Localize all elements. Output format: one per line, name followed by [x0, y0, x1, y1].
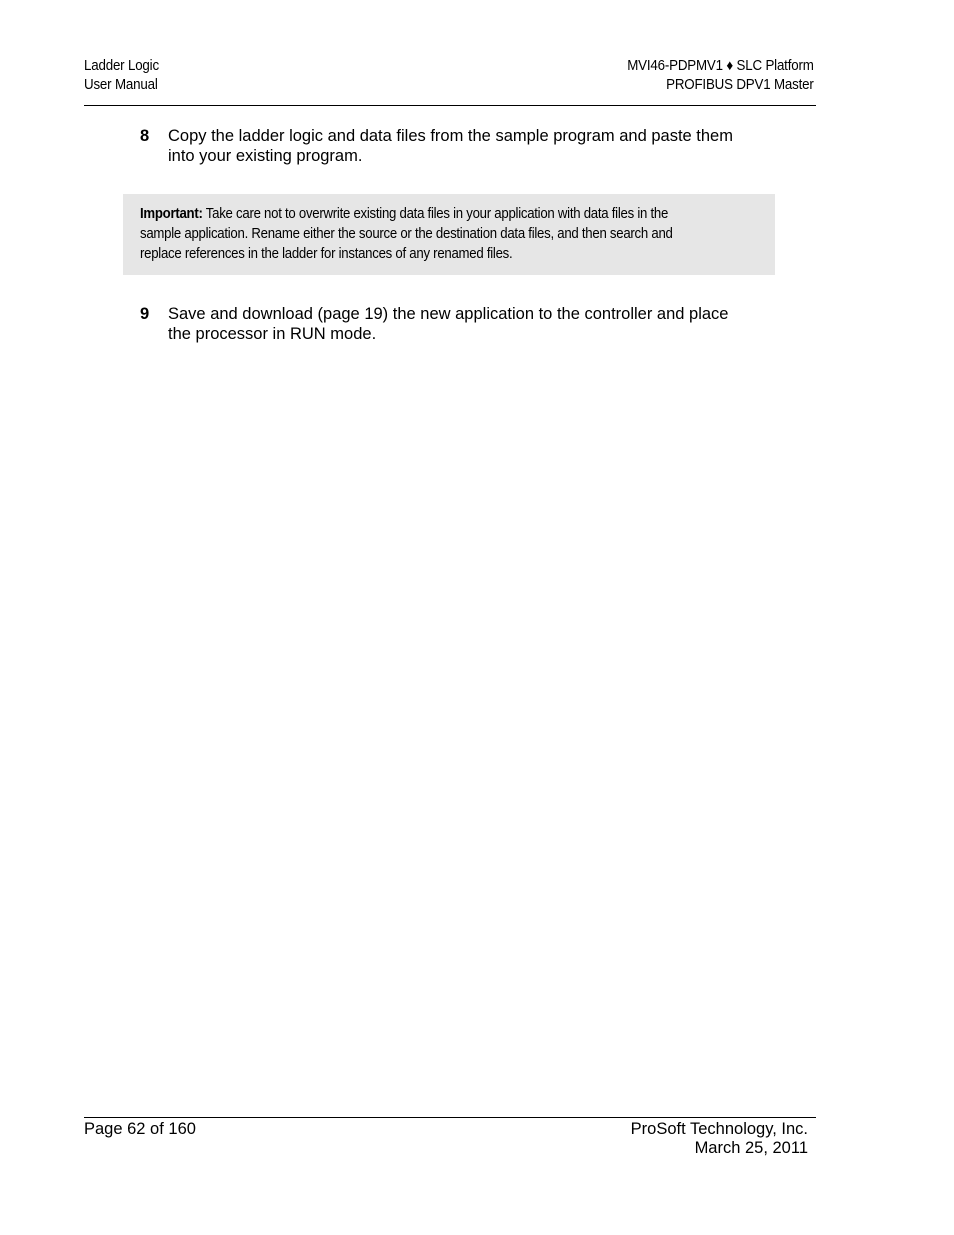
header-document-type: User Manual [84, 77, 158, 93]
step-number: 9 [140, 305, 150, 323]
footer-right [631, 1120, 808, 1158]
note-line: sample application. Rename either the source or the destination data files, and then search and [140, 225, 673, 242]
step-text [168, 126, 780, 166]
important-note-box [123, 194, 775, 275]
running-header-left [84, 57, 159, 95]
running-header-right [628, 57, 814, 95]
header-section-title: Ladder Logic [84, 58, 159, 74]
step-text-line: into your existing program. [168, 147, 363, 165]
company-name: ProSoft Technology, Inc. [630, 1120, 808, 1138]
step-number: 8 [140, 127, 150, 145]
header-product-name: MVI46-PDPMV1 ♦ SLC Platform [627, 58, 814, 74]
note-label: Important: [140, 205, 203, 222]
step-text-line: the processor in RUN mode. [168, 325, 377, 343]
header-divider [84, 105, 816, 106]
page-number: Page 62 of 160 [84, 1120, 196, 1138]
step-text [168, 304, 780, 344]
note-line: replace references in the ladder for instances of any renamed files. [140, 245, 513, 262]
step-9 [140, 304, 780, 344]
footer-divider [84, 1117, 816, 1118]
step-text-line: Save and download (page 19) the new application to the controller and place [168, 305, 729, 323]
step-8 [140, 126, 780, 166]
header-product-subtitle: PROFIBUS DPV1 Master [666, 77, 814, 93]
note-line: Take care not to overwrite existing data files in your application with data files in the [202, 205, 669, 222]
publication-date: March 25, 2011 [694, 1139, 808, 1157]
step-text-line: Copy the ladder logic and data files from the sample program and paste them [168, 127, 733, 145]
important-note-text [140, 204, 738, 264]
